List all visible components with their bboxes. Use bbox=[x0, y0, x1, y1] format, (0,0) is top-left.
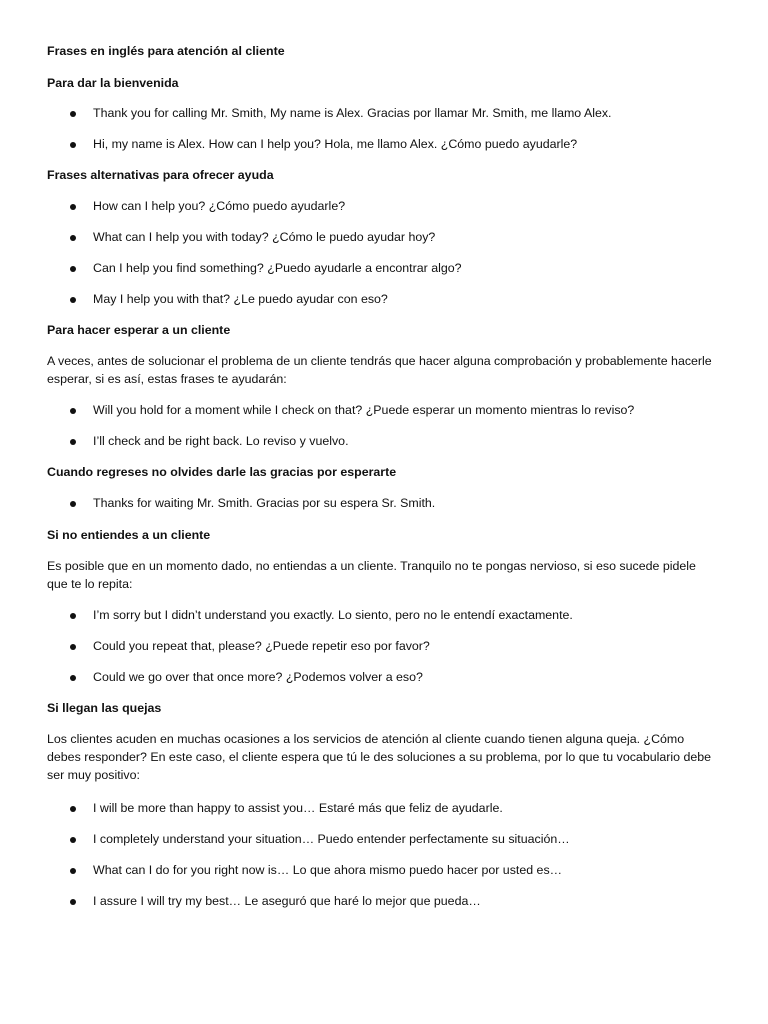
section-paragraph: Es posible que en un momento dado, no entiendas a un cliente. Tranquilo no te pongas nervioso, si eso sucede pidele que te lo repita: bbox=[47, 559, 696, 591]
list-item: Could you repeat that, please? ¿Puede repetir eso por favor? bbox=[93, 639, 430, 653]
bullet-icon bbox=[70, 142, 76, 148]
list-item: I completely understand your situation… Puedo entender perfectamente su situación… bbox=[93, 832, 570, 846]
bullet-icon bbox=[70, 899, 76, 905]
bullet-icon bbox=[70, 675, 76, 681]
bullet-icon bbox=[70, 235, 76, 241]
list-item: Thank you for calling Mr. Smith, My name is Alex. Gracias por llamar Mr. Smith, me llamo Alex. bbox=[93, 106, 612, 120]
list-item: What can I help you with today? ¿Cómo le puedo ayudar hoy? bbox=[93, 230, 436, 244]
document-title: Frases en inglés para atención al cliente bbox=[47, 44, 285, 58]
section-heading: Para dar la bienvenida bbox=[47, 76, 179, 90]
bullet-icon bbox=[70, 837, 76, 843]
bullet-icon bbox=[70, 204, 76, 210]
bullet-icon bbox=[70, 613, 76, 619]
section-paragraph: Los clientes acuden en muchas ocasiones a los servicios de atención al cliente cuando tienen alguna queja. ¿Cómo debes responder? En este caso, el cliente espera que tú le des soluciones a su problema, por lo que tu vocabulario debe ser muy positivo: bbox=[47, 732, 712, 782]
section-heading: Cuando regreses no olvides darle las gracias por esperarte bbox=[47, 465, 397, 479]
list-item: I’m sorry but I didn’t understand you exactly. Lo siento, pero no le entendí exactamente. bbox=[93, 608, 573, 622]
list-item: Will you hold for a moment while I check on that? ¿Puede esperar un momento mientras lo reviso? bbox=[93, 403, 635, 417]
bullet-icon bbox=[70, 266, 76, 272]
bullet-icon bbox=[70, 297, 76, 303]
list-item: Thanks for waiting Mr. Smith. Gracias por su espera Sr. Smith. bbox=[93, 496, 436, 510]
list-item: Could we go over that once more? ¿Podemos volver a eso? bbox=[93, 670, 423, 684]
bullet-icon bbox=[70, 868, 76, 874]
list-item: I assure I will try my best… Le aseguró que haré lo mejor que pueda… bbox=[93, 894, 481, 908]
list-item: May I help you with that? ¿Le puedo ayudar con eso? bbox=[93, 292, 388, 306]
list-item: I’ll check and be right back. Lo reviso y vuelvo. bbox=[93, 434, 349, 448]
bullet-icon bbox=[70, 501, 76, 507]
section-heading: Frases alternativas para ofrecer ayuda bbox=[47, 168, 274, 182]
bullet-icon bbox=[70, 111, 76, 117]
list-item: What can I do for you right now is… Lo que ahora mismo puedo hacer por usted es… bbox=[93, 863, 563, 877]
section-heading: Para hacer esperar a un cliente bbox=[47, 323, 231, 337]
bullet-icon bbox=[70, 439, 76, 445]
list-item: Hi, my name is Alex. How can I help you? Hola, me llamo Alex. ¿Cómo puedo ayudarle? bbox=[93, 137, 578, 151]
list-item: Can I help you find something? ¿Puedo ayudarle a encontrar algo? bbox=[93, 261, 462, 275]
bullet-icon bbox=[70, 806, 76, 812]
bullet-icon bbox=[70, 408, 76, 414]
list-item: How can I help you? ¿Cómo puedo ayudarle? bbox=[93, 199, 346, 213]
list-item: I will be more than happy to assist you… Estaré más que feliz de ayudarle. bbox=[93, 801, 503, 815]
bullet-icon bbox=[70, 644, 76, 650]
section-paragraph: A veces, antes de solucionar el problema de un cliente tendrás que hacer alguna comprobación y probablemente hacerle esperar, si es así, estas frases te ayudarán: bbox=[47, 354, 712, 386]
section-heading: Si no entiendes a un cliente bbox=[47, 528, 211, 542]
section-heading: Si llegan las quejas bbox=[47, 701, 162, 715]
